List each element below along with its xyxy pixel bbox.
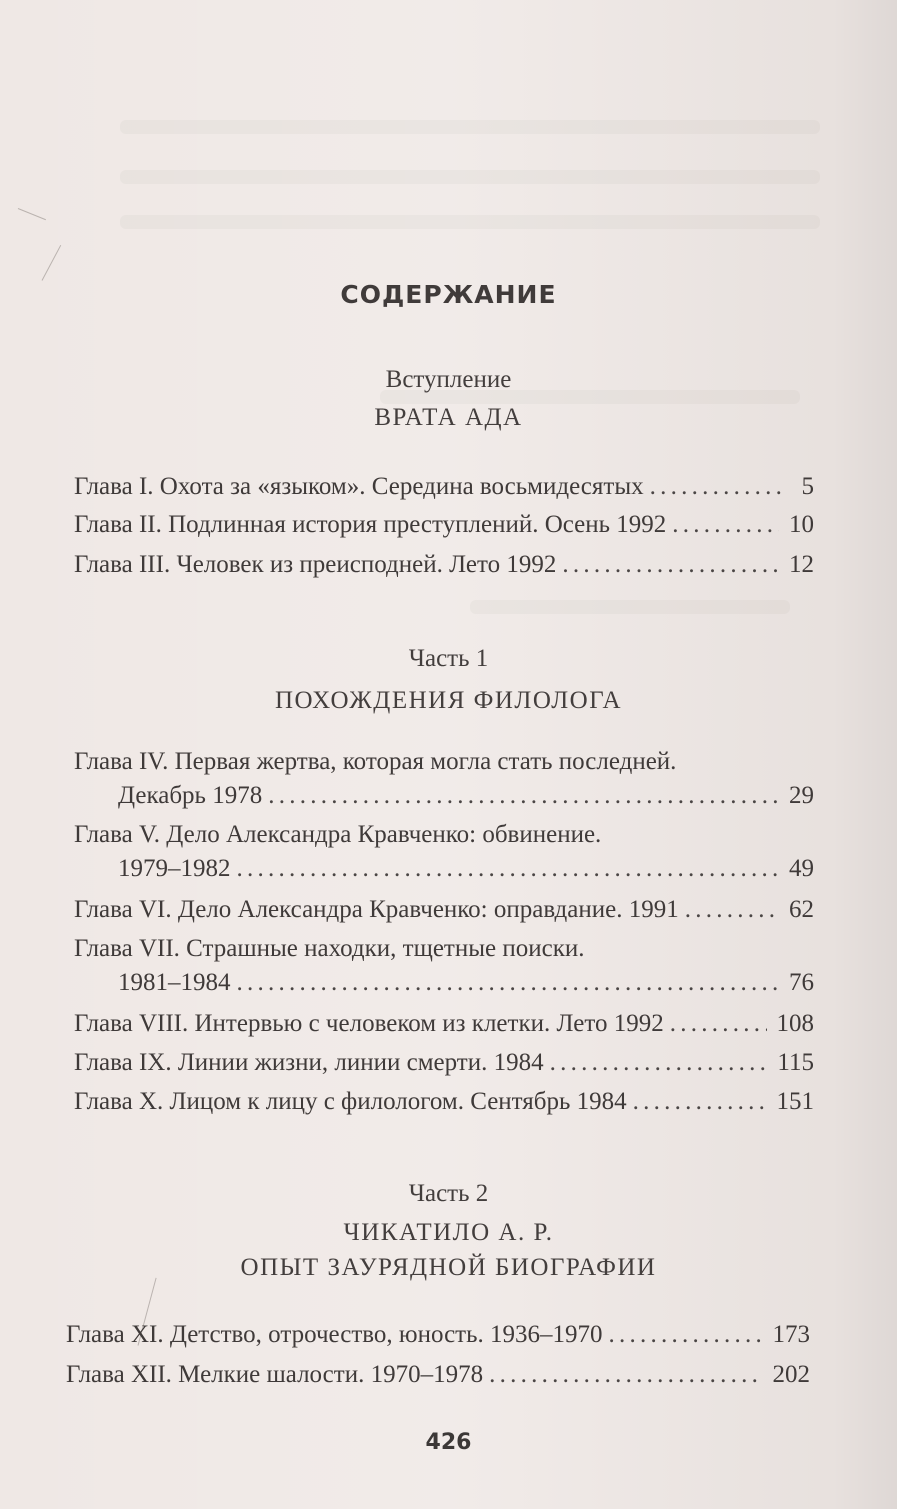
section-heading-part1: ПОХОЖДЕНИЯ ФИЛОЛОГА: [275, 687, 622, 714]
show-through: [120, 170, 820, 184]
leader-dots: [609, 1318, 763, 1352]
page-number: 49: [789, 855, 814, 882]
page-number: 173: [772, 1321, 810, 1348]
leader-dots: [670, 1007, 767, 1041]
leader-dots: [550, 1046, 768, 1080]
entry-title: Глава VIII. Интервью с человеком из клетки. Лето 1992: [74, 1010, 664, 1037]
page-number: 151: [776, 1088, 814, 1115]
page-number: 202: [772, 1361, 810, 1388]
section-heading-intro: ВРАТА АДА: [374, 404, 523, 431]
leader-dots: [268, 779, 779, 813]
show-through: [470, 600, 790, 614]
entry-title: Глава III. Человек из преисподней. Лето 1992: [74, 551, 557, 578]
page-number: 108: [776, 1010, 814, 1037]
section-label-part1: Часть 1: [408, 645, 489, 672]
page-number: 76: [789, 969, 814, 996]
leader-dots: [650, 470, 784, 504]
entry-title: Глава II. Подлинная история преступлений. Осень 1992: [74, 511, 667, 538]
toc-entry[interactable]: [74, 508, 814, 542]
entry-title: Глава XI. Детство, отрочество, юность. 1936–1970: [66, 1321, 603, 1348]
page-number: 29: [789, 782, 814, 809]
page-number: 115: [777, 1049, 814, 1076]
section-heading-part2-line1: ЧИКАТИЛО А. Р.: [343, 1219, 554, 1246]
toc-entry[interactable]: [74, 1046, 814, 1080]
section-heading-part2-line2: ОПЫТ ЗАУРЯДНОЙ БИОГРАФИИ: [240, 1254, 657, 1281]
toc-entry[interactable]: [74, 893, 814, 927]
entry-title: Глава IV. Первая жертва, которая могла стать последней.: [74, 748, 677, 775]
entry-title: Глава V. Дело Александра Кравченко: обвинение.: [74, 821, 602, 848]
leader-dots: [237, 966, 780, 1000]
page-number: 62: [789, 896, 814, 923]
leader-dots: [685, 893, 779, 927]
entry-title: Глава XII. Мелкие шалости. 1970–1978: [66, 1361, 484, 1388]
leader-dots: [672, 508, 779, 542]
entry-title: Глава VI. Дело Александра Кравченко: оправдание. 1991: [74, 896, 679, 923]
page-title: СОДЕРЖАНИЕ: [340, 280, 557, 309]
page-number: 12: [789, 551, 814, 578]
entry-title: Глава I. Охота за «языком». Середина восьмидесятых: [74, 473, 644, 500]
toc-entry[interactable]: [74, 548, 814, 582]
show-through: [120, 120, 820, 134]
toc-entry[interactable]: [74, 818, 814, 886]
page-number: 10: [789, 511, 814, 538]
page-number: 5: [801, 473, 814, 500]
paper-scratch: [42, 245, 62, 281]
page-folio-number: 426: [425, 1430, 472, 1455]
leader-dots: [237, 852, 780, 886]
toc-entry[interactable]: [74, 1085, 814, 1119]
show-through: [120, 215, 820, 229]
entry-title: Глава IX. Линии жизни, линии смерти. 1984: [74, 1049, 544, 1076]
leader-dots: [633, 1085, 767, 1119]
section-label-intro: Вступление: [385, 366, 512, 393]
section-label-part2: Часть 2: [408, 1180, 489, 1207]
paper-scratch: [18, 208, 46, 220]
entry-title-cont: 1979–1982: [118, 855, 231, 882]
toc-entry[interactable]: [74, 470, 814, 504]
entry-title: Глава X. Лицом к лицу с филологом. Сентябрь 1984: [74, 1088, 627, 1115]
entry-title: Глава VII. Страшные находки, тщетные поиски.: [74, 935, 585, 962]
leader-dots: [489, 1358, 762, 1392]
toc-entry[interactable]: [74, 745, 814, 813]
toc-entry[interactable]: [66, 1358, 810, 1392]
toc-entry[interactable]: [66, 1318, 810, 1352]
toc-entry[interactable]: [74, 1007, 814, 1041]
entry-title-cont: 1981–1984: [118, 969, 231, 996]
leader-dots: [562, 548, 779, 582]
entry-title-cont: Декабрь 1978: [118, 782, 263, 809]
toc-entry[interactable]: [74, 932, 814, 1000]
